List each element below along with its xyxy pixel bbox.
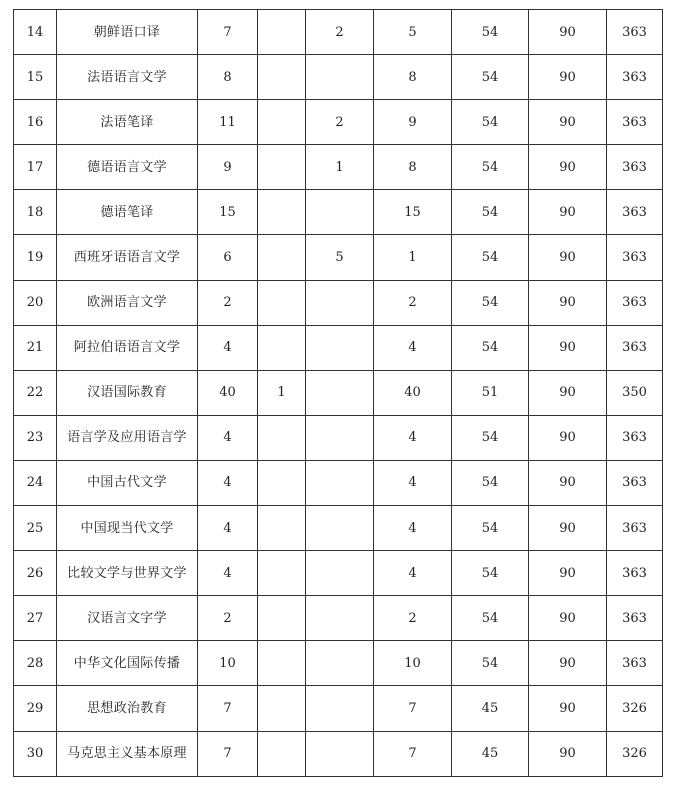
row-number-cell: 27 [14,596,57,641]
value-cell-3 [306,506,374,551]
table-row [14,370,663,415]
value-cell-6: 90 [529,370,607,415]
value-cell-4: 8 [374,55,452,100]
value-cell-1: 9 [198,145,258,190]
table-row [14,190,663,235]
value-cell-6: 90 [529,415,607,460]
value-cell-7: 363 [607,100,663,145]
value-cell-4: 2 [374,596,452,641]
value-cell-6: 90 [529,686,607,731]
value-cell-5: 54 [452,415,529,460]
value-cell-6: 90 [529,235,607,280]
value-cell-5: 54 [452,551,529,596]
value-cell-4: 9 [374,100,452,145]
value-cell-2: 1 [258,370,306,415]
value-cell-2 [258,506,306,551]
value-cell-3 [306,460,374,505]
major-name-cell: 思想政治教育 [57,686,198,731]
table-row [14,731,663,776]
row-number-cell: 20 [14,280,57,325]
value-cell-5: 54 [452,190,529,235]
value-cell-2 [258,55,306,100]
table-row [14,641,663,686]
value-cell-2 [258,145,306,190]
value-cell-2 [258,280,306,325]
row-number-cell: 23 [14,415,57,460]
value-cell-4: 4 [374,415,452,460]
value-cell-6: 90 [529,506,607,551]
value-cell-1: 6 [198,235,258,280]
row-number-cell: 30 [14,731,57,776]
value-cell-1: 8 [198,55,258,100]
value-cell-2 [258,415,306,460]
value-cell-3 [306,686,374,731]
value-cell-4: 1 [374,235,452,280]
value-cell-2 [258,731,306,776]
row-number-cell: 17 [14,145,57,190]
value-cell-3 [306,280,374,325]
major-name-cell: 法语语言文学 [57,55,198,100]
value-cell-3 [306,415,374,460]
value-cell-7: 363 [607,145,663,190]
value-cell-4: 7 [374,686,452,731]
value-cell-6: 90 [529,100,607,145]
value-cell-7: 363 [607,415,663,460]
table-row [14,551,663,596]
value-cell-7: 363 [607,235,663,280]
value-cell-3: 1 [306,145,374,190]
value-cell-5: 54 [452,460,529,505]
major-name-cell: 中国现当代文学 [57,506,198,551]
value-cell-5: 54 [452,235,529,280]
value-cell-1: 11 [198,100,258,145]
value-cell-7: 363 [607,55,663,100]
value-cell-1: 7 [198,731,258,776]
value-cell-1: 7 [198,10,258,55]
value-cell-5: 54 [452,325,529,370]
value-cell-4: 4 [374,460,452,505]
value-cell-4: 2 [374,280,452,325]
value-cell-3: 2 [306,100,374,145]
value-cell-6: 90 [529,460,607,505]
value-cell-3 [306,551,374,596]
value-cell-2 [258,686,306,731]
row-number-cell: 14 [14,10,57,55]
value-cell-4: 7 [374,731,452,776]
value-cell-6: 90 [529,641,607,686]
value-cell-6: 90 [529,280,607,325]
value-cell-5: 54 [452,10,529,55]
value-cell-7: 363 [607,460,663,505]
value-cell-7: 326 [607,731,663,776]
table-row [14,596,663,641]
row-number-cell: 19 [14,235,57,280]
value-cell-7: 363 [607,325,663,370]
value-cell-3 [306,370,374,415]
value-cell-4: 4 [374,551,452,596]
major-name-cell: 中华文化国际传播 [57,641,198,686]
row-number-cell: 16 [14,100,57,145]
value-cell-3 [306,325,374,370]
value-cell-2 [258,460,306,505]
value-cell-4: 8 [374,145,452,190]
major-name-cell: 汉语国际教育 [57,370,198,415]
value-cell-5: 45 [452,731,529,776]
value-cell-3 [306,55,374,100]
major-name-cell: 朝鲜语口译 [57,10,198,55]
major-name-cell: 比较文学与世界文学 [57,551,198,596]
value-cell-2 [258,551,306,596]
row-number-cell: 25 [14,506,57,551]
value-cell-6: 90 [529,190,607,235]
row-number-cell: 28 [14,641,57,686]
value-cell-2 [258,596,306,641]
value-cell-1: 4 [198,551,258,596]
value-cell-1: 4 [198,415,258,460]
major-name-cell: 马克思主义基本原理 [57,731,198,776]
major-name-cell: 德语笔译 [57,190,198,235]
table-row [14,10,663,55]
major-name-cell: 西班牙语语言文学 [57,235,198,280]
value-cell-3 [306,596,374,641]
value-cell-5: 54 [452,641,529,686]
major-name-cell: 欧洲语言文学 [57,280,198,325]
table-row [14,100,663,145]
value-cell-3 [306,731,374,776]
row-number-cell: 26 [14,551,57,596]
row-number-cell: 22 [14,370,57,415]
value-cell-5: 54 [452,596,529,641]
value-cell-6: 90 [529,551,607,596]
value-cell-7: 363 [607,596,663,641]
row-number-cell: 21 [14,325,57,370]
value-cell-5: 54 [452,100,529,145]
table-row [14,325,663,370]
value-cell-7: 363 [607,280,663,325]
admission-table [13,9,663,777]
value-cell-4: 4 [374,506,452,551]
value-cell-2 [258,100,306,145]
table-row [14,235,663,280]
value-cell-1: 10 [198,641,258,686]
value-cell-3: 2 [306,10,374,55]
value-cell-2 [258,641,306,686]
value-cell-6: 90 [529,731,607,776]
value-cell-4: 5 [374,10,452,55]
major-name-cell: 汉语言文字学 [57,596,198,641]
value-cell-4: 4 [374,325,452,370]
value-cell-7: 326 [607,686,663,731]
value-cell-7: 363 [607,641,663,686]
value-cell-2 [258,235,306,280]
value-cell-6: 90 [529,325,607,370]
value-cell-1: 2 [198,280,258,325]
value-cell-7: 363 [607,10,663,55]
row-number-cell: 15 [14,55,57,100]
value-cell-7: 363 [607,506,663,551]
value-cell-5: 54 [452,55,529,100]
value-cell-7: 363 [607,551,663,596]
table-row [14,506,663,551]
table-row [14,145,663,190]
value-cell-2 [258,190,306,235]
value-cell-1: 4 [198,325,258,370]
value-cell-4: 15 [374,190,452,235]
value-cell-1: 2 [198,596,258,641]
value-cell-5: 54 [452,145,529,190]
value-cell-5: 45 [452,686,529,731]
row-number-cell: 29 [14,686,57,731]
value-cell-4: 10 [374,641,452,686]
value-cell-1: 15 [198,190,258,235]
value-cell-6: 90 [529,596,607,641]
value-cell-7: 363 [607,190,663,235]
value-cell-1: 4 [198,506,258,551]
major-name-cell: 法语笔译 [57,100,198,145]
table-row [14,280,663,325]
value-cell-3: 5 [306,235,374,280]
major-name-cell: 语言学及应用语言学 [57,415,198,460]
row-number-cell: 24 [14,460,57,505]
value-cell-1: 7 [198,686,258,731]
value-cell-5: 54 [452,280,529,325]
table-row [14,415,663,460]
row-number-cell: 18 [14,190,57,235]
value-cell-6: 90 [529,10,607,55]
value-cell-1: 4 [198,460,258,505]
major-name-cell: 德语语言文学 [57,145,198,190]
table-row [14,55,663,100]
table-body [14,10,663,777]
value-cell-3 [306,190,374,235]
value-cell-4: 40 [374,370,452,415]
value-cell-3 [306,641,374,686]
value-cell-6: 90 [529,55,607,100]
value-cell-7: 350 [607,370,663,415]
value-cell-5: 51 [452,370,529,415]
value-cell-2 [258,325,306,370]
value-cell-5: 54 [452,506,529,551]
value-cell-6: 90 [529,145,607,190]
major-name-cell: 阿拉伯语语言文学 [57,325,198,370]
value-cell-1: 40 [198,370,258,415]
table-row [14,686,663,731]
value-cell-2 [258,10,306,55]
table-row [14,460,663,505]
major-name-cell: 中国古代文学 [57,460,198,505]
